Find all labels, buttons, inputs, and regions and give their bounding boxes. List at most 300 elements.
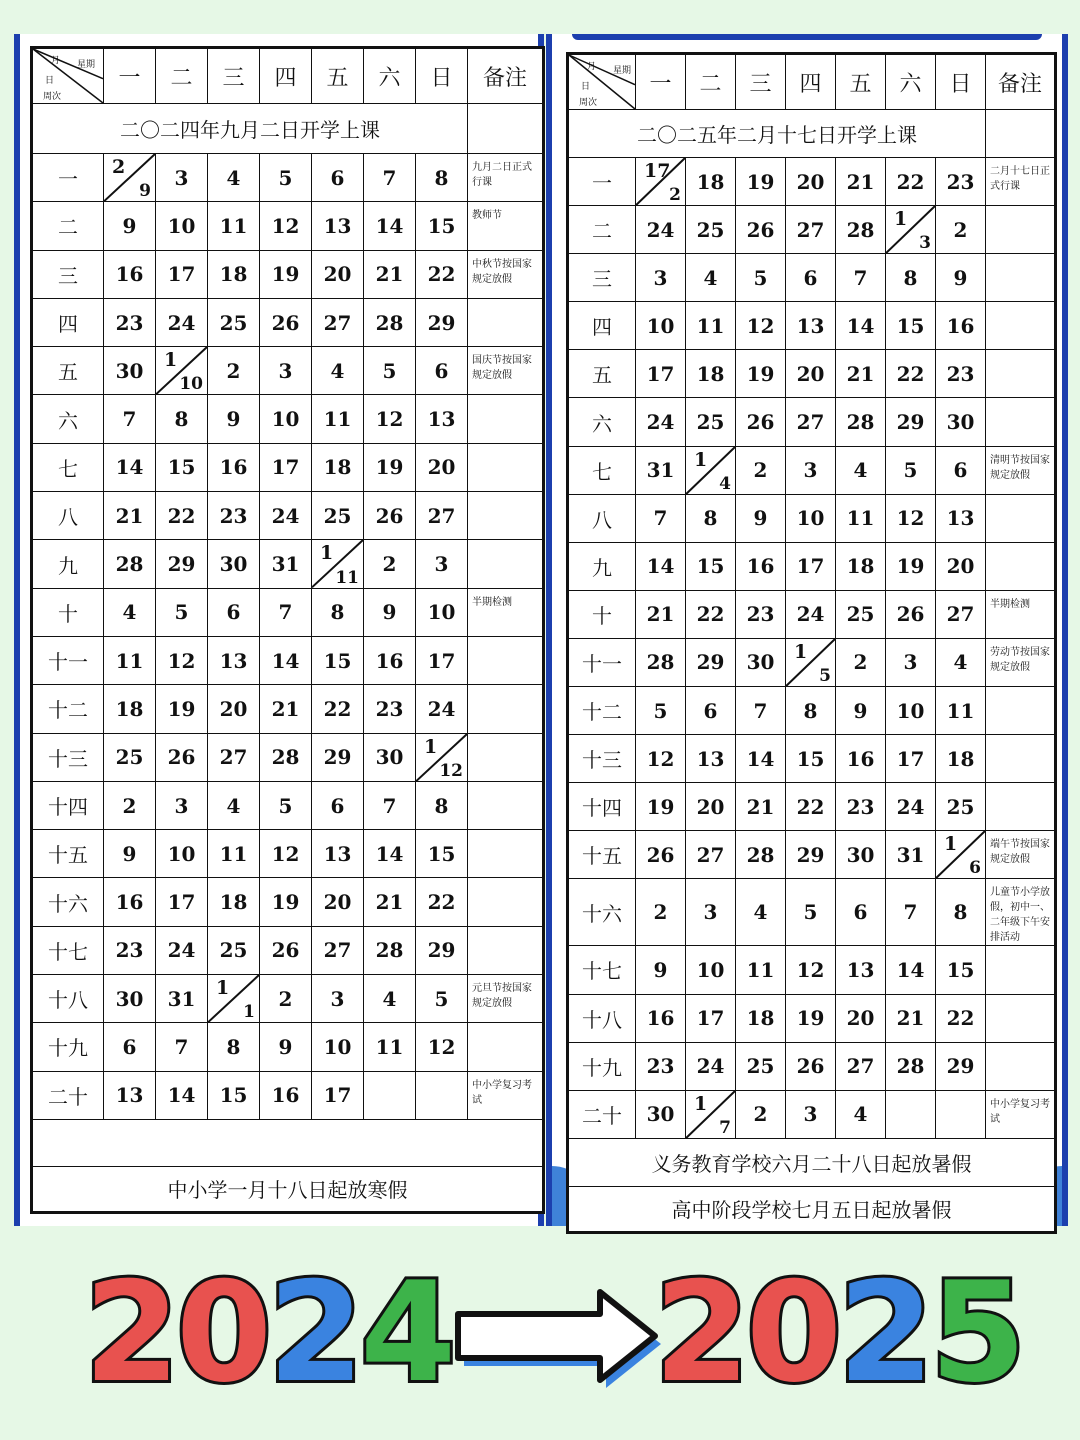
week-row [32,878,544,926]
remark-cell: 元旦节按国家规定放假 [468,975,544,1023]
day-cell: 10 [156,202,208,250]
day-cell: 19 [364,443,416,491]
month-change-cell [156,347,208,395]
day-cell: 15 [786,735,836,783]
year-digit: 2 [838,1252,931,1413]
week-number: 十六 [32,878,104,926]
day-cell: 4 [208,781,260,829]
day-cell: 6 [686,687,736,735]
day-cell: 29 [416,298,468,346]
remark-cell: 九月二日正式行课 [468,154,544,202]
year-digit: 4 [360,1252,453,1413]
footer-row [32,1119,544,1166]
week-row [32,733,544,781]
day-cell: 22 [936,994,986,1042]
month-number: 1 [243,1002,255,1023]
week-row [32,588,544,636]
header-corner-cell [568,54,636,110]
day-cell: 28 [364,298,416,346]
day-cell: 4 [836,446,886,494]
remark-cell [468,443,544,491]
day-cell: 11 [104,636,156,684]
week-row [568,831,1056,879]
corner-label-weekday: 星期 [77,60,96,70]
day-cell: 3 [786,1090,836,1138]
day-cell: 26 [260,298,312,346]
remark-cell: 儿童节小学放假，初中一、二年级下午安排活动 [986,879,1056,946]
day-cell: 26 [636,831,686,879]
week-number: 十九 [568,1042,636,1090]
week-row [568,446,1056,494]
day-cell: 10 [156,830,208,878]
day-cell: 28 [364,926,416,974]
day-cell: 10 [886,687,936,735]
day-cell: 15 [686,542,736,590]
day-cell: 21 [104,492,156,540]
day-cell: 23 [936,158,986,206]
remark-cell [468,395,544,443]
day-cell: 27 [312,926,364,974]
day-cell: 8 [786,687,836,735]
month-change-cell [312,540,364,588]
week-number: 二十 [32,1071,104,1119]
week-number: 十五 [32,830,104,878]
day-cell: 31 [886,831,936,879]
empty-day-cell [886,1090,936,1138]
weekday-header: 六 [886,54,936,110]
day-cell: 14 [364,202,416,250]
day-cell: 3 [686,879,736,946]
day-cell: 14 [886,946,936,994]
last-day-or-month-start: 1 [794,640,808,663]
remark-cell: 中小学复习考试 [986,1090,1056,1138]
week-number: 十四 [568,783,636,831]
day-cell: 14 [104,443,156,491]
day-cell: 19 [156,685,208,733]
week-number: 十一 [568,638,636,686]
month-number: 3 [919,233,931,254]
day-cell: 9 [364,588,416,636]
week-number: 七 [568,446,636,494]
weekday-header: 五 [836,54,886,110]
week-number: 九 [568,542,636,590]
month-change-cell [786,638,836,686]
day-cell: 14 [260,636,312,684]
day-cell: 20 [786,158,836,206]
header-row [32,48,544,104]
day-cell: 24 [636,206,686,254]
remark-cell: 教师节 [468,202,544,250]
day-cell: 12 [636,735,686,783]
day-cell: 17 [416,636,468,684]
week-row [32,298,544,346]
day-cell: 7 [104,395,156,443]
week-row [32,781,544,829]
week-row [32,975,544,1023]
day-cell: 2 [636,879,686,946]
week-row [32,830,544,878]
header-row [568,54,1056,110]
week-number: 十二 [32,685,104,733]
last-day-or-month-start: 1 [320,542,334,565]
day-cell: 13 [416,395,468,443]
week-row [568,590,1056,638]
day-cell: 25 [312,492,364,540]
day-cell: 20 [686,783,736,831]
month-change-cell [886,206,936,254]
week-row [32,443,544,491]
day-cell: 18 [836,542,886,590]
corner-label-month: 月 [51,56,61,66]
day-cell: 22 [786,783,836,831]
day-cell: 9 [936,254,986,302]
day-cell: 20 [416,443,468,491]
day-cell: 23 [636,1042,686,1090]
day-cell: 24 [156,926,208,974]
corner-label-month: 月 [587,62,597,72]
arrow-icon [458,1292,661,1388]
month-change-cell [208,975,260,1023]
day-cell: 25 [104,733,156,781]
day-cell: 30 [364,733,416,781]
day-cell: 13 [104,1071,156,1119]
month-number: 2 [669,185,681,206]
day-cell: 30 [736,638,786,686]
day-cell: 8 [416,781,468,829]
week-number: 十一 [32,636,104,684]
day-cell: 27 [836,1042,886,1090]
day-cell: 23 [104,926,156,974]
day-cell: 3 [786,446,836,494]
day-cell: 16 [936,302,986,350]
day-cell: 18 [312,443,364,491]
week-row [32,250,544,298]
day-cell: 28 [636,638,686,686]
day-cell: 19 [886,542,936,590]
weekday-header: 一 [104,48,156,104]
day-cell: 13 [836,946,886,994]
week-row [568,879,1056,946]
semester1-calendar-table [30,46,545,1214]
day-cell: 2 [836,638,886,686]
day-cell: 4 [736,879,786,946]
week-row [568,994,1056,1042]
year-to [654,1252,1022,1413]
week-number: 十八 [568,994,636,1042]
day-cell: 9 [260,1023,312,1071]
day-cell: 10 [636,302,686,350]
remark-cell [468,1023,544,1071]
remark-cell [986,783,1056,831]
day-cell: 13 [208,636,260,684]
day-cell: 16 [364,636,416,684]
remark-cell: 二月十七日正式行课 [986,158,1056,206]
day-cell: 19 [260,878,312,926]
week-row [568,254,1056,302]
day-cell: 11 [364,1023,416,1071]
day-cell: 7 [886,879,936,946]
day-cell: 21 [736,783,786,831]
day-cell: 9 [104,202,156,250]
week-number: 二十 [568,1090,636,1138]
header-corner-cell [32,48,104,104]
day-cell: 29 [156,540,208,588]
day-cell: 21 [636,590,686,638]
day-cell: 18 [104,685,156,733]
day-cell: 2 [208,347,260,395]
right-calendar-panel [546,34,1068,1226]
corner-label-day: 日 [581,82,591,92]
week-number: 四 [568,302,636,350]
day-cell: 15 [312,636,364,684]
day-cell: 29 [312,733,364,781]
month-number: 7 [719,1117,731,1138]
day-cell: 9 [836,687,886,735]
day-cell: 12 [786,946,836,994]
remark-cell: 国庆节按国家规定放假 [468,347,544,395]
day-cell: 15 [416,202,468,250]
week-row [568,206,1056,254]
day-cell: 13 [936,494,986,542]
day-cell: 5 [636,687,686,735]
vacation-notice: 高中阶段学校七月五日起放暑假 [568,1186,1056,1232]
weekday-header: 二 [156,48,208,104]
empty-day-cell [416,1071,468,1119]
day-cell: 11 [208,202,260,250]
day-cell: 29 [786,831,836,879]
footer-row [32,1166,544,1212]
day-cell: 22 [886,350,936,398]
day-cell: 7 [260,588,312,636]
day-cell: 30 [104,975,156,1023]
day-cell: 21 [364,250,416,298]
day-cell: 22 [312,685,364,733]
day-cell: 3 [260,347,312,395]
footer-row [568,1186,1056,1232]
day-cell: 6 [416,347,468,395]
day-cell: 28 [260,733,312,781]
day-cell: 7 [364,781,416,829]
day-cell: 27 [936,590,986,638]
day-cell: 18 [208,250,260,298]
day-cell: 17 [312,1071,364,1119]
remark-cell [468,492,544,540]
day-cell: 28 [886,1042,936,1090]
week-number: 十三 [32,733,104,781]
day-cell: 9 [736,494,786,542]
remark-cell: 半期检测 [986,590,1056,638]
footer-row [568,1138,1056,1186]
week-row [32,202,544,250]
day-cell: 3 [312,975,364,1023]
day-cell: 5 [736,254,786,302]
corner-label-week: 周次 [579,98,598,108]
weekday-header: 三 [208,48,260,104]
day-cell: 8 [156,395,208,443]
day-cell: 16 [104,250,156,298]
day-cell: 11 [208,830,260,878]
year-digit: 0 [176,1252,269,1413]
last-day-or-month-start: 1 [216,977,230,1000]
day-cell: 26 [260,926,312,974]
day-cell: 10 [416,588,468,636]
week-number: 五 [32,347,104,395]
day-cell: 3 [156,154,208,202]
day-cell: 22 [416,878,468,926]
last-day-or-month-start: 1 [894,208,908,231]
day-cell: 13 [312,830,364,878]
day-cell: 5 [156,588,208,636]
year-digit: 2 [268,1252,361,1413]
month-change-cell [686,446,736,494]
day-cell: 15 [208,1071,260,1119]
day-cell: 4 [104,588,156,636]
day-cell: 21 [260,685,312,733]
week-number: 八 [568,494,636,542]
day-cell: 28 [836,398,886,446]
semester-start-title: 二〇二四年九月二日开学上课 [32,104,468,154]
day-cell: 20 [836,994,886,1042]
remark-cell [468,733,544,781]
day-cell: 16 [836,735,886,783]
day-cell: 10 [312,1023,364,1071]
week-number: 十二 [568,687,636,735]
day-cell: 25 [208,926,260,974]
day-cell: 19 [736,350,786,398]
day-cell: 11 [836,494,886,542]
day-cell: 14 [636,542,686,590]
week-row [568,302,1056,350]
day-cell: 13 [686,735,736,783]
day-cell: 4 [836,1090,886,1138]
title-row [32,104,544,154]
week-row [32,1071,544,1119]
day-cell: 26 [736,206,786,254]
week-number: 二 [568,206,636,254]
weekday-header: 日 [936,54,986,110]
day-cell: 17 [260,443,312,491]
day-cell: 23 [836,783,886,831]
week-row [568,783,1056,831]
day-cell: 25 [208,298,260,346]
week-row [568,946,1056,994]
day-cell: 12 [364,395,416,443]
day-cell: 20 [208,685,260,733]
remark-header: 备注 [468,48,544,104]
week-row [32,540,544,588]
day-cell: 25 [686,206,736,254]
day-cell: 28 [104,540,156,588]
day-cell: 6 [104,1023,156,1071]
day-cell: 28 [736,831,786,879]
day-cell: 30 [104,347,156,395]
day-cell: 29 [886,398,936,446]
remark-blank [986,110,1056,158]
last-day-or-month-start: 2 [112,156,126,178]
remark-cell [468,878,544,926]
day-cell: 18 [936,735,986,783]
day-cell: 12 [260,202,312,250]
day-cell: 20 [936,542,986,590]
remark-header: 备注 [986,54,1056,110]
day-cell: 12 [260,830,312,878]
month-number: 11 [335,567,359,588]
day-cell: 3 [636,254,686,302]
day-cell: 19 [636,783,686,831]
day-cell: 23 [736,590,786,638]
day-cell: 8 [416,154,468,202]
remark-cell [468,298,544,346]
day-cell: 7 [636,494,686,542]
week-number: 七 [32,443,104,491]
day-cell: 16 [636,994,686,1042]
day-cell: 2 [736,1090,786,1138]
day-cell: 23 [104,298,156,346]
day-cell: 18 [736,994,786,1042]
remark-cell: 劳动节按国家规定放假 [986,638,1056,686]
day-cell: 11 [936,687,986,735]
remark-cell [986,946,1056,994]
day-cell: 27 [312,298,364,346]
corner-label-week: 周次 [43,92,62,102]
day-cell: 5 [416,975,468,1023]
month-number: 6 [969,858,981,879]
week-row [32,395,544,443]
day-cell: 18 [686,350,736,398]
day-cell: 26 [736,398,786,446]
day-cell: 4 [364,975,416,1023]
day-cell: 31 [156,975,208,1023]
week-number: 十 [568,590,636,638]
day-cell: 21 [886,994,936,1042]
day-cell: 28 [836,206,886,254]
weekday-header: 五 [312,48,364,104]
day-cell: 30 [636,1090,686,1138]
day-cell: 18 [686,158,736,206]
day-cell: 14 [736,735,786,783]
day-cell: 10 [786,494,836,542]
week-row [568,1042,1056,1090]
remark-cell [986,206,1056,254]
day-cell: 21 [836,158,886,206]
remark-cell [468,540,544,588]
semester-start-title: 二〇二五年二月十七日开学上课 [568,110,986,158]
last-day-or-month-start: 1 [944,833,958,856]
month-change-cell [104,154,156,202]
day-cell: 5 [260,781,312,829]
year-range-banner [80,1252,1023,1413]
day-cell: 20 [786,350,836,398]
last-day-or-month-start: 1 [694,1092,708,1115]
day-cell: 29 [686,638,736,686]
day-cell: 24 [416,685,468,733]
month-number: 4 [719,473,731,494]
day-cell: 27 [786,398,836,446]
week-row [32,1023,544,1071]
month-change-cell [936,831,986,879]
year-digit: 0 [746,1252,839,1413]
remark-cell [468,636,544,684]
weekday-header: 四 [786,54,836,110]
corner-label-weekday: 星期 [613,66,632,76]
day-cell: 8 [312,588,364,636]
week-number: 十八 [32,975,104,1023]
day-cell: 21 [836,350,886,398]
day-cell: 12 [416,1023,468,1071]
week-number: 五 [568,350,636,398]
day-cell: 19 [260,250,312,298]
week-number: 十四 [32,781,104,829]
